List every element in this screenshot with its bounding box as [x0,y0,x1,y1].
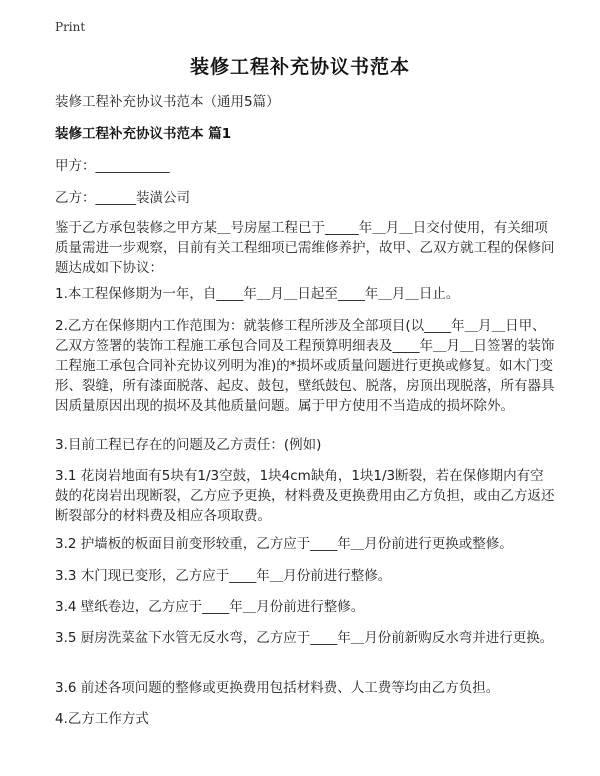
clause-2: 2.乙方在保修期内工作范围为：就装修工程所涉及全部项目(以____年＿月＿日甲、乙双方签署的装饰工程施工承包合同及工程预算明细表及____年＿月＿日签署的装饰工程施工承包合同补充协议列明为准)的*损坏或质量问题进行更换或修复。如木门变形、裂缝，所有漆面脱落、起皮、鼓包，壁纸鼓包、脱落，房顶出现脱落，所有器具因质量原因出现的损坏及其他质量问题。属于甲方使用不当造成的损坏除外。 [55,318,555,414]
clause-1: 1.本工程保修期为一年，自____年＿月＿日起至____年＿月＿日止。 [55,286,460,302]
intro-paragraph: 鉴于乙方承包装修之甲方某＿号房屋工程已于_____年＿月＿日交付使用，有关细项质量需进一步观察，目前有关工程细项已需维修养护，故甲、乙双方就工程的保修问题达成如下协议： [55,220,555,276]
clause-3: 3.目前工程已存在的问题及乙方责任：(例如) [55,437,322,453]
clause-4: 4.乙方工作方式 [55,711,149,727]
party-a-line: 甲方：___________ [55,158,170,174]
document-title: 装修工程补充协议书范本 [189,56,410,78]
section-heading: 装修工程补充协议书范本 篇1 [55,126,232,142]
clause-3-4: 3.4 壁纸卷边，乙方应于____年＿月份前进行整修。 [55,599,365,615]
clause-3-5: 3.5 厨房洗菜盆下水管无反水弯，乙方应于____年＿月份前新购反水弯并进行更换。 [55,630,554,646]
print-link[interactable]: Print [55,20,86,34]
party-b-line: 乙方：______装潢公司 [55,190,190,206]
clause-3-3: 3.3 木门现已变形，乙方应于____年＿月份前进行整修。 [55,568,392,584]
clause-3-6: 3.6 前述各项问题的整修或更换费用包括材料费、人工费等均由乙方负担。 [55,680,500,696]
document-subtitle: 装修工程补充协议书范本（通用5篇） [55,94,280,110]
clause-3-1: 3.1 花岗岩地面有5块有1/3空鼓，1块4cm缺角，1块1/3断裂，若在保修期内有空鼓的花岗岩出现断裂，乙方应予更换，材料费及更换费用由乙方负担，或由乙方返还断裂部分的材料费及相应各项取费。 [55,468,555,524]
clause-3-2: 3.2 护墙板的板面目前变形较重，乙方应于____年＿月份前进行更换或整修。 [55,536,513,552]
